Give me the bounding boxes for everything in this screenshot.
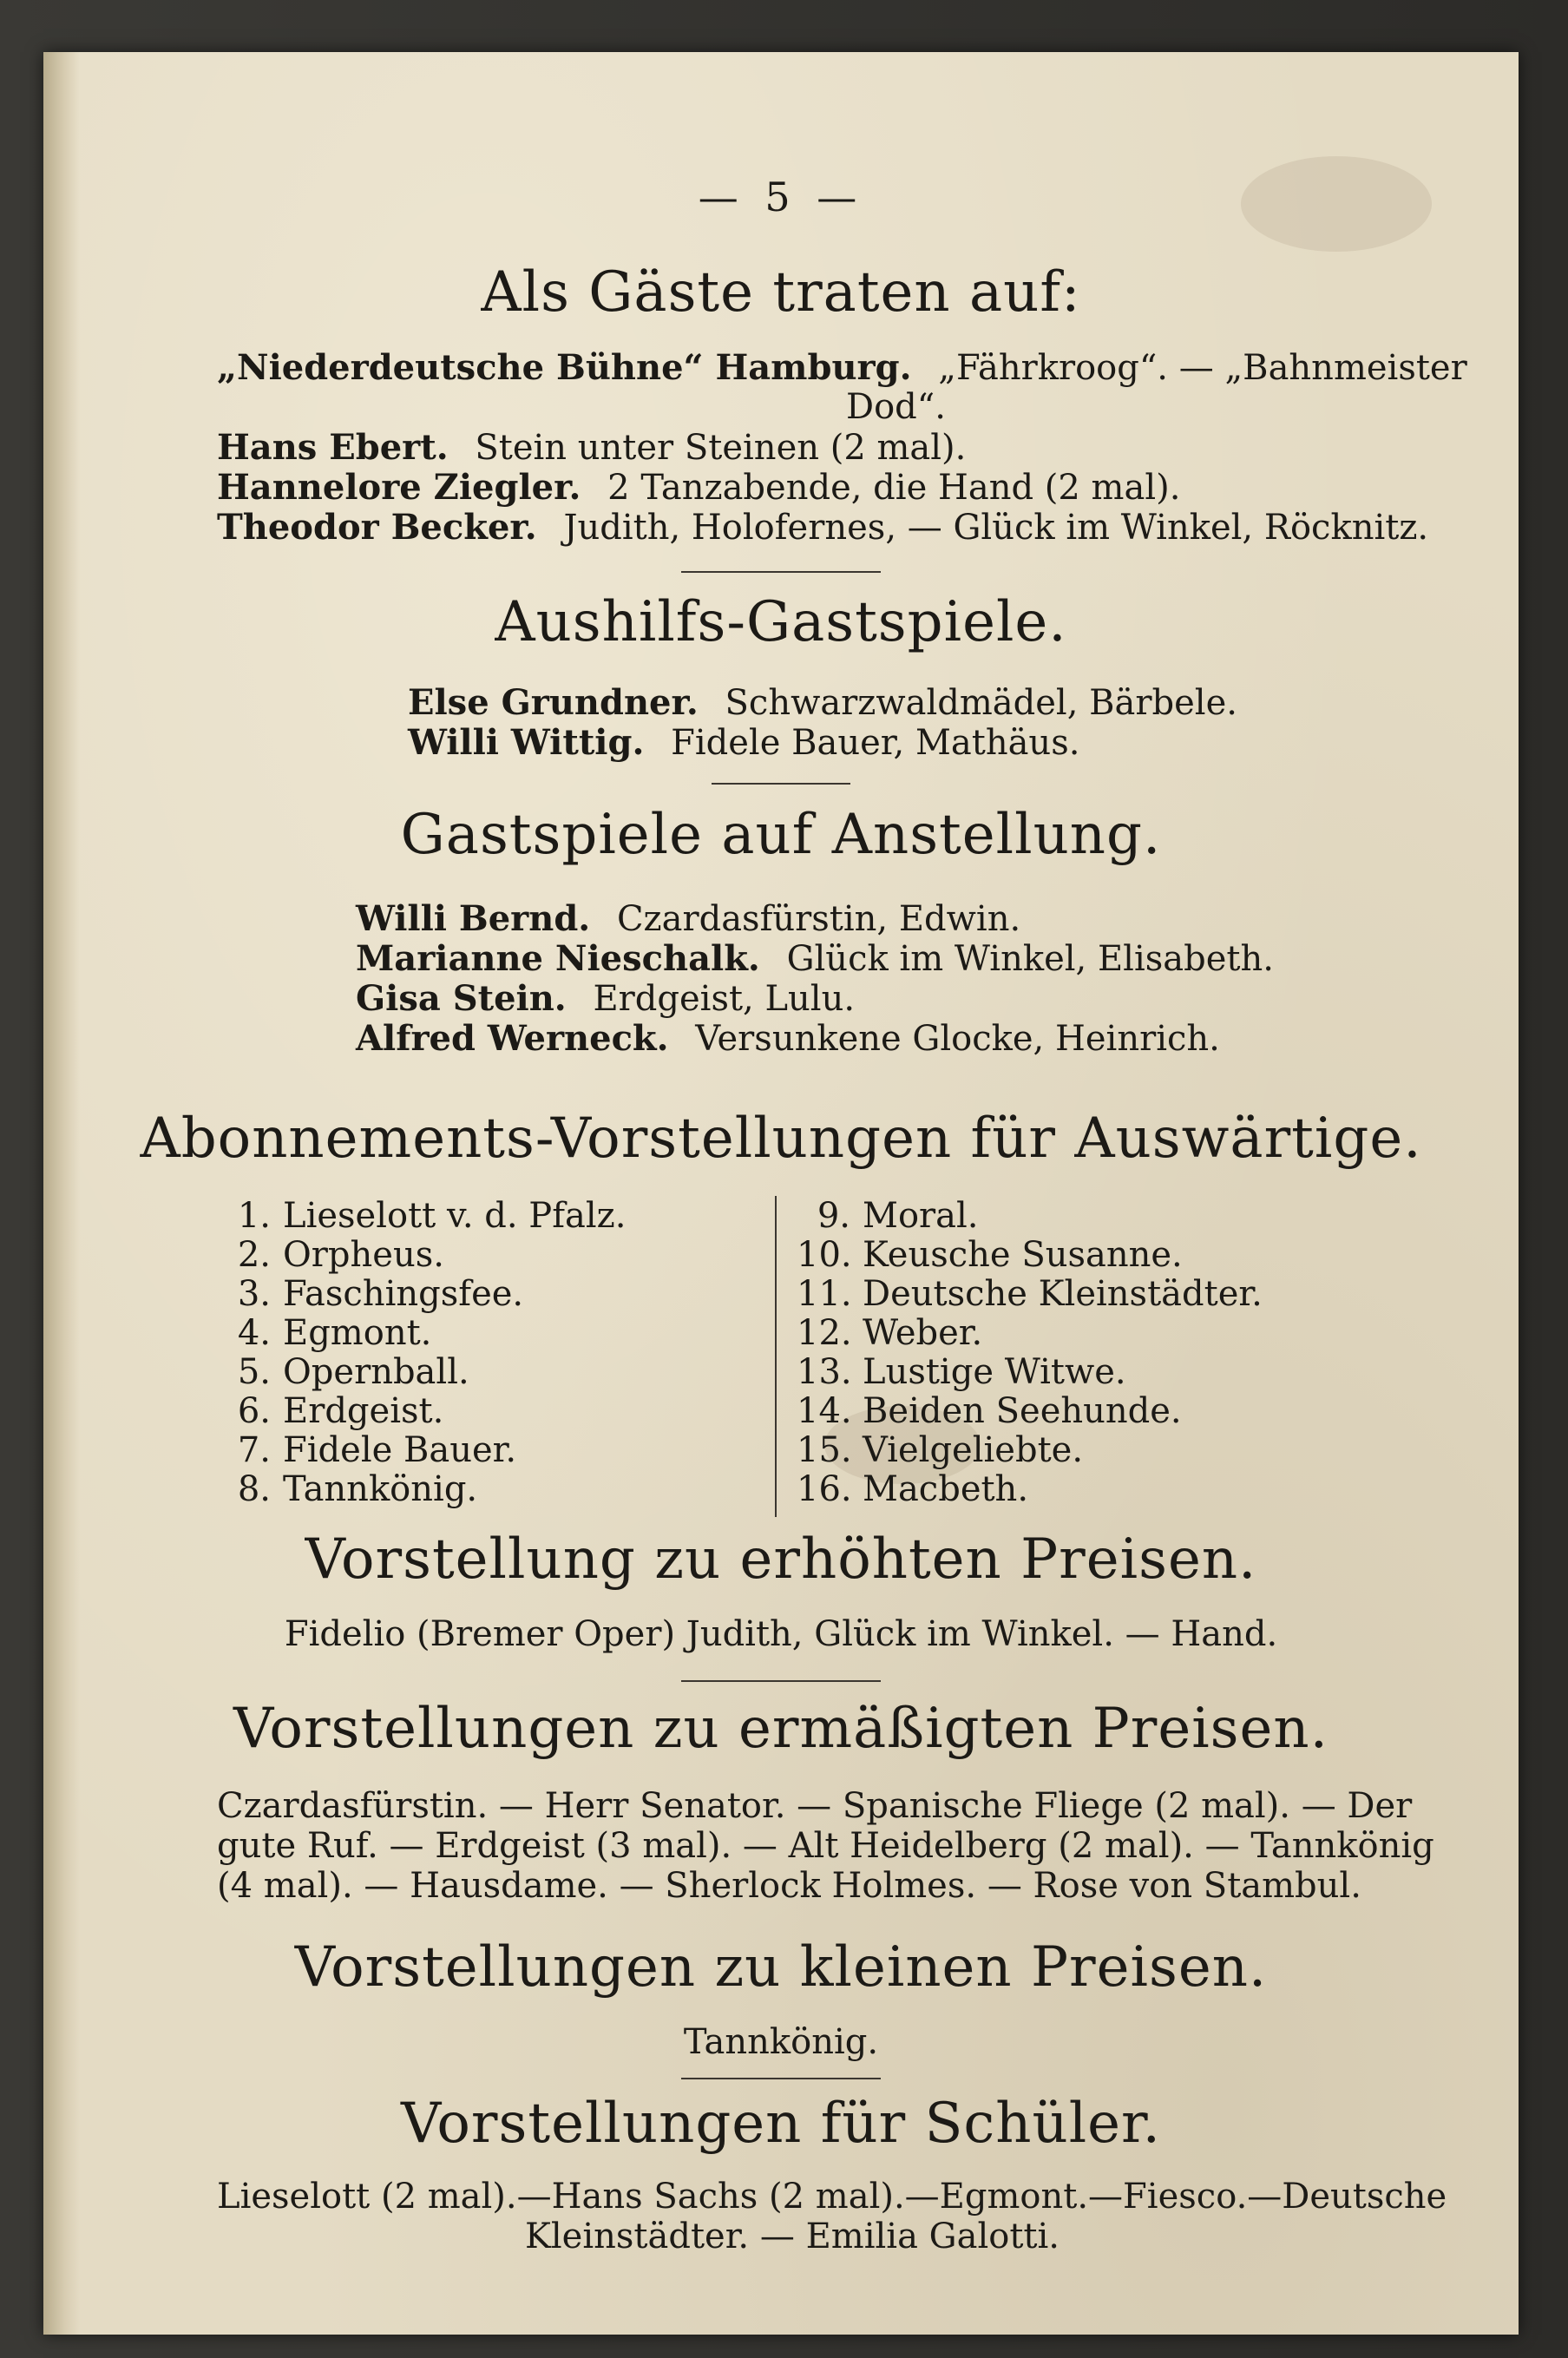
heading-erhoehte-preise: Vorstellung zu erhöhten Preisen. (305, 1527, 1257, 1592)
column-divider (775, 1196, 777, 1517)
text-line: gute Ruf. — Erdgeist (3 mal). — Alt Heidelberg (2 mal). — Tannkönig (217, 1826, 1434, 1866)
entry-name: Marianne Nieschalk. (356, 938, 760, 979)
list-item (797, 1274, 1263, 1313)
abonnement-list-right (797, 1196, 1263, 1508)
document-page (43, 52, 1519, 2335)
list-item (797, 1391, 1263, 1430)
entry-name: Else Grundner. (408, 682, 699, 723)
list-item-title: Lieselott v. d. Pfalz. (283, 1196, 627, 1236)
entry-willi-bernd (356, 898, 1020, 939)
entry-name: Willi Bernd. (356, 898, 591, 939)
section-divider (712, 783, 850, 785)
entry-name: Gisa Stein. (356, 978, 567, 1019)
list-item (217, 1469, 626, 1508)
list-item-number: 11. (797, 1274, 852, 1314)
entry-name: Hans Ebert. (217, 427, 449, 468)
entry-willi-wittig (408, 722, 1079, 763)
section-divider (681, 571, 881, 573)
list-item-title: Vielgeliebte. (863, 1430, 1084, 1470)
entry-name: Willi Wittig. (408, 722, 645, 763)
entry-marianne-nieschalk (356, 938, 1274, 979)
section-divider (681, 1680, 881, 1682)
list-item-number: 8. (237, 1469, 271, 1509)
heading-aushilfs-gastspiele: Aushilfs-Gastspiele. (495, 590, 1067, 654)
schueler-text (217, 2177, 1447, 2256)
list-item-number: 3. (237, 1274, 271, 1314)
heading-schueler: Vorstellungen für Schüler. (401, 2092, 1161, 2156)
list-item-title: Orpheus. (283, 1235, 444, 1275)
entry-continuation: Dod“. (846, 387, 946, 427)
list-item-number: 15. (797, 1430, 852, 1470)
entry-works: Schwarzwaldmädel, Bärbele. (725, 683, 1237, 723)
list-item-title: Tannkönig. (283, 1469, 478, 1509)
list-item-number: 10. (797, 1235, 852, 1275)
heading-ermaessigte-preise: Vorstellungen zu ermäßigten Preisen. (233, 1697, 1329, 1761)
abonnement-list-left (217, 1196, 626, 1508)
list-item-title: Egmont. (283, 1313, 432, 1353)
heading-gaeste: Als Gäste traten auf: (481, 260, 1081, 325)
heading-gastspiele-anstellung: Gastspiele auf Anstellung. (400, 803, 1162, 867)
list-item-title: Moral. (863, 1196, 979, 1236)
text-line: Czardasfürstin. — Herr Senator. — Spanische Fliege (2 mal). — Der (217, 1786, 1413, 1826)
entry-works: „Fährkroog“. — „Bahnmeister (938, 348, 1467, 388)
text-line: Lieselott (2 mal).—Hans Sachs (2 mal).—Egmont.—Fiesco.—Deutsche (217, 2177, 1447, 2217)
entry-works: Stein unter Steinen (2 mal). (475, 428, 967, 468)
entry-else-grundner (408, 682, 1237, 723)
list-item-title: Macbeth. (863, 1469, 1029, 1509)
list-item-number: 14. (797, 1391, 852, 1431)
entry-hannelore-ziegler (217, 467, 1180, 508)
list-item (217, 1196, 626, 1235)
heading-abonnements: Abonnements-Vorstellungen für Auswärtige. (140, 1107, 1422, 1171)
list-item (797, 1235, 1263, 1274)
list-item (217, 1352, 626, 1391)
entry-name: Alfred Werneck. (356, 1018, 669, 1059)
list-item-title: Lustige Witwe. (863, 1352, 1126, 1392)
list-item-number: 9. (817, 1196, 850, 1236)
list-item (797, 1313, 1263, 1352)
entry-theodor-becker (217, 507, 1428, 548)
list-item (217, 1391, 626, 1430)
list-item-number: 5. (237, 1352, 271, 1392)
text-line: (4 mal). — Hausdame. — Sherlock Holmes. — Rose von Stambul. (217, 1866, 1361, 1906)
entry-name: Hannelore Ziegler. (217, 467, 581, 508)
entry-works: Czardasfürstin, Edwin. (616, 899, 1021, 939)
list-item-number: 6. (237, 1391, 271, 1431)
list-item-number: 13. (797, 1352, 852, 1392)
entry-alfred-werneck (356, 1018, 1220, 1059)
list-item-title: Opernball. (283, 1352, 469, 1392)
list-item (217, 1274, 626, 1313)
list-item-title: Deutsche Kleinstädter. (863, 1274, 1263, 1314)
entry-name: Theodor Becker. (217, 507, 537, 548)
entry-works: Erdgeist, Lulu. (593, 979, 856, 1019)
entry-works: 2 Tanzabende, die Hand (2 mal). (607, 468, 1181, 508)
entry-works: Fidele Bauer, Mathäus. (671, 723, 1080, 763)
text-line: Kleinstädter. — Emilia Galotti. (525, 2217, 1060, 2256)
list-item (217, 1430, 626, 1469)
list-item (797, 1352, 1263, 1391)
list-item-number: 2. (237, 1235, 271, 1275)
list-item-title: Keusche Susanne. (863, 1235, 1183, 1275)
list-item-title: Fidele Bauer. (283, 1430, 517, 1470)
entry-works: Judith, Holofernes, — Glück im Winkel, Röcknitz. (563, 508, 1429, 548)
page-number: — 5 — (698, 174, 864, 220)
list-item (217, 1313, 626, 1352)
erhoehte-preise-text: Fidelio (Bremer Oper) Judith, Glück im Winkel. — Hand. (284, 1614, 1278, 1654)
list-item-title: Faschingsfee. (283, 1274, 524, 1314)
list-item (797, 1469, 1263, 1508)
list-item-title: Beiden Seehunde. (863, 1391, 1182, 1431)
entry-hans-ebert (217, 427, 966, 468)
entry-works: Versunkene Glocke, Heinrich. (695, 1019, 1220, 1059)
entry-works: Glück im Winkel, Elisabeth. (786, 939, 1274, 979)
list-item-number: 16. (797, 1469, 852, 1509)
list-item-title: Weber. (863, 1313, 983, 1353)
list-item-number: 12. (797, 1313, 852, 1353)
list-item (797, 1430, 1263, 1469)
list-item-number: 1. (237, 1196, 271, 1236)
section-divider (681, 2078, 881, 2079)
list-item (217, 1235, 626, 1274)
entry-name: „Niederdeutsche Bühne“ Hamburg. (217, 347, 912, 388)
kleine-preise-text: Tannkönig. (683, 2022, 879, 2062)
list-item-title: Erdgeist. (283, 1391, 444, 1431)
list-item-number: 7. (237, 1430, 271, 1470)
heading-kleine-preise: Vorstellungen zu kleinen Preisen. (294, 1935, 1268, 2000)
list-item-number: 4. (237, 1313, 271, 1353)
ermaessigte-preise-text (217, 1786, 1434, 1906)
entry-niederdeutsche-buehne (217, 347, 1467, 388)
list-item (797, 1196, 1263, 1235)
entry-gisa-stein (356, 978, 855, 1019)
